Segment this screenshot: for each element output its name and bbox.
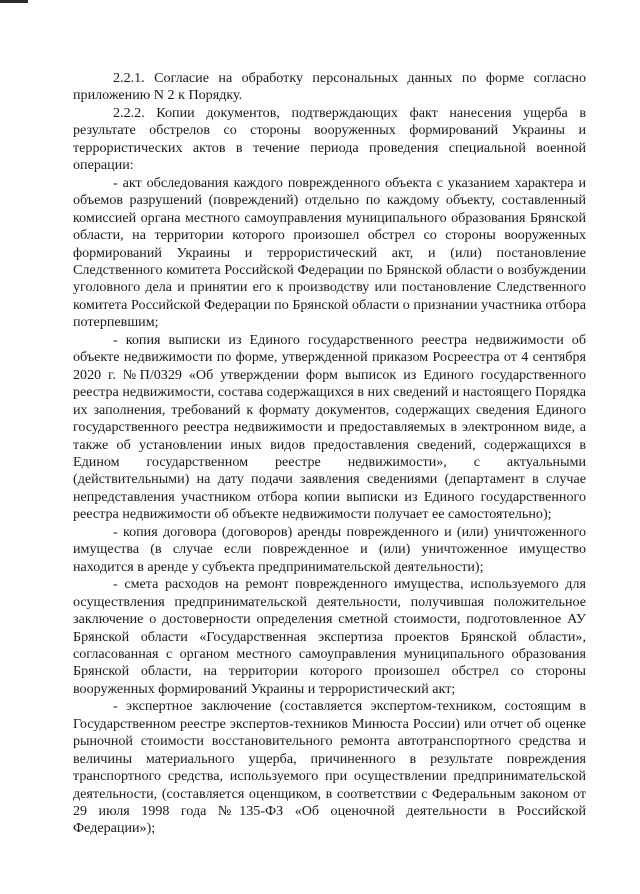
list-item-expert-opinion: - экспертное заключение (составляется экспертом-техником, состоящим в Государственном реестре экспертов-техников Минюста России) или отчет об оценке рыночной стоимости восстановительного ремонта автотранспортного средства и величины материального ущерба, причиненного в результате повреждения транспортного средства, используемого при осуществлении предпринимательской деятельности, (составляется оценщиком, в соответствии с Федеральным законом от 29 июля 1998 года №135-ФЗ «Об оценочной деятельности в Российской Федерации»); [73,698,586,837]
list-item-repair-estimate: - смета расходов на ремонт поврежденного имущества, используемого для осуществления предпринимательской деятельности, получившая положительное заключение о достоверности определения сметной стоимости, подготовленное АУ Брянской области «Государственная экспертиза проектов Брянской области», согласованная с органом местного самоуправления муниципального образования Брянской области, на территории которого произошел обстрел со стороны вооруженных формирований Украины и террористический акт; [73,576,586,697]
paragraph-consent: 2.2.1. Согласие на обработку персональных данных по форме согласно приложению N 2 к Порядку. [73,70,586,104]
document-page [73,70,586,838]
scan-corner-mark [0,0,28,3]
list-item-registry-extract: - копия выписки из Единого государственного реестра недвижимости об объекте недвижимости по форме, утвержденной приказом Росреестра от 4 сентября 2020 г. №П/0329 «Об утверждении форм выписок из Единого государственного реестра недвижимости, состава содержащихся в них сведений и настоящего Порядка их заполнения, требований к формату документов, содержащих сведения Единого государственного реестра недвижимости и предоставляемых в электронном виде, а также об установлении иных видов предоставления сведений, содержащихся в Едином государственном реестре недвижимости», с актуальными (действительными) на дату подачи заявления сведениями (департамент в случае непредставления участником отбора копии выписки из Единого государственного реестра недвижимости об объекте недвижимости получает ее самостоятельно); [73,331,586,523]
paragraph-document-copies: 2.2.2. Копии документов, подтверждающих факт нанесения ущерба в результате обстрелов со стороны вооруженных формирований Украины и террористических актов в течение периода проведения специальной военной операции: [73,104,586,174]
list-item-lease-agreement: - копия договора (договоров) аренды поврежденного и (или) уничтоженного имущества (в случае если поврежденное и (или) уничтоженное имущество находится в аренде у субъекта предпринимательской деятельности); [73,523,586,575]
list-item-inspection-act: - акт обследования каждого поврежденного объекта с указанием характера и объемов разрушений (повреждений) отдельно по каждому объекту, составленный комиссией органа местного самоуправления муниципального образования Брянской области, на территории которого произошел обстрел со стороны вооруженных формирований Украины и террористический акт, и (или) постановление Следственного комитета Российской Федерации по Брянской области о возбуждении уголовного дела и принятии его к производству или постановление Следственного комитета Российской Федерации по Брянской области о признании участника отбора потерпевшим; [73,174,586,331]
